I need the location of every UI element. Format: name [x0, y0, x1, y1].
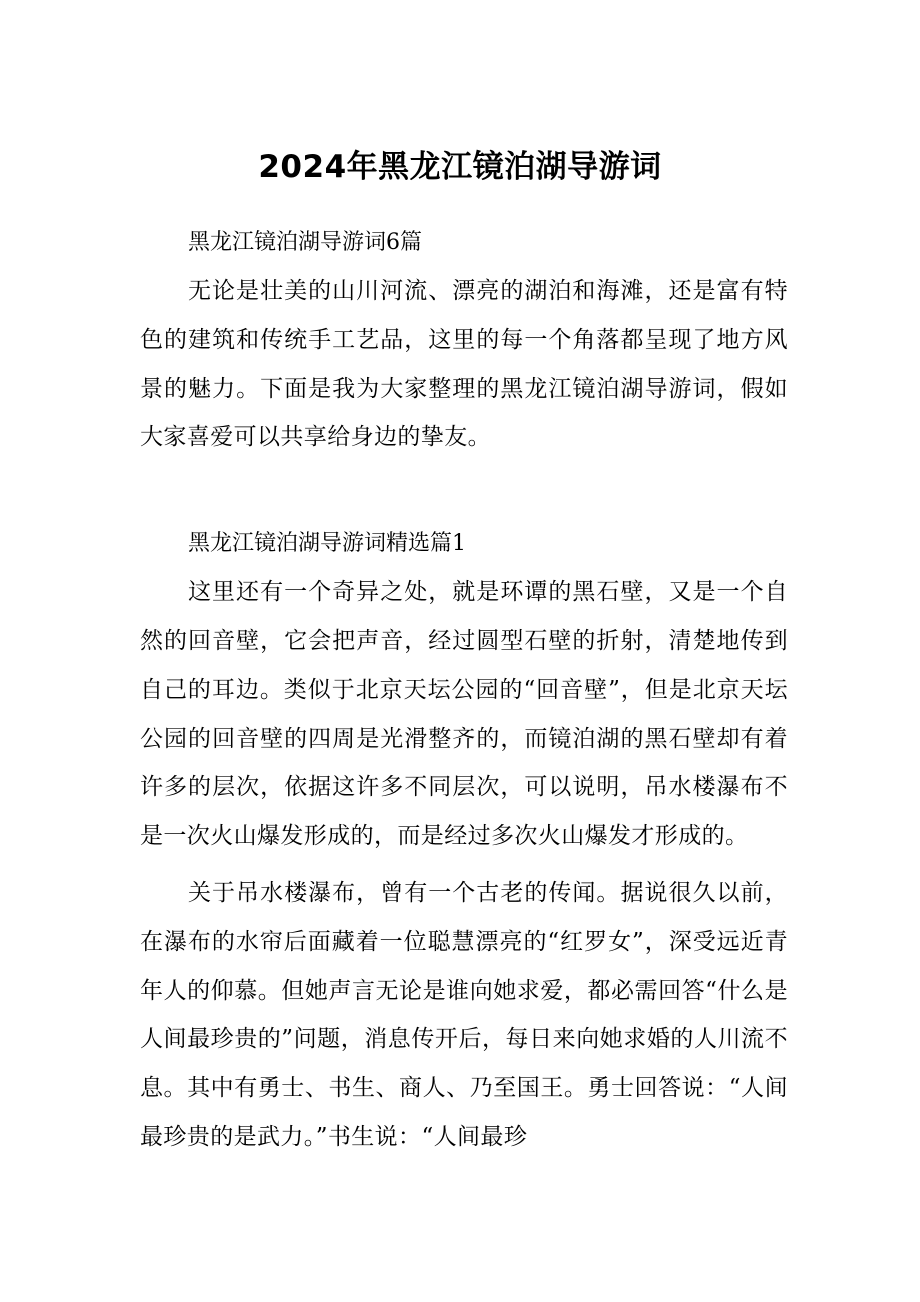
body-paragraph: 这里还有一个奇异之处，就是环谭的黑石壁，又是一个自然的回音壁，它会把声音，经过圆型石壁的折射，清楚地传到自己的耳边。类似于北京天坛公园的“回音壁”，但是北京天坛公园的回音壁的四周是光滑整齐的，而镜泊湖的黑石壁却有着许多的层次，依据这许多不同层次，可以说明，吊水楼瀑布不是一次火山爆发形成的，而是经过多次火山爆发才形成的。 [140, 579, 788, 850]
body-paragraph: 关于吊水楼瀑布，曾有一个古老的传闻。据说很久以前，在瀑布的水帘后面藏着一位聪慧漂亮的“红罗女”，深受远近青年人的仰慕。但她声言无论是谁向她求爱，都必需回答“什么是人间最珍贵的”问题，消息传开后，每日来向她求婚的人川流不息。其中有勇士、书生、商人、乃至国王。勇士回答说：“人间最珍贵的是武力。”书生说：“人间最珍 [140, 879, 788, 1150]
paragraph-spacer [140, 861, 788, 869]
document-title: 2024年黑龙江镜泊湖导游词 [258, 149, 662, 185]
document-subtitle: 黑龙江镜泊湖导游词6篇 [188, 230, 422, 255]
document-body [140, 219, 788, 1162]
section-spacer [140, 462, 788, 520]
section-heading: 黑龙江镜泊湖导游词精选篇1 [188, 531, 466, 557]
intro-paragraph: 无论是壮美的山川河流、漂亮的湖泊和海滩，还是富有特色的建筑和传统手工艺品，这里的每一个角落都呈现了地方风景的魅力。下面是我为大家整理的黑龙江镜泊湖导游词，假如大家喜爱可以共享给身边的挚友。 [140, 278, 788, 451]
